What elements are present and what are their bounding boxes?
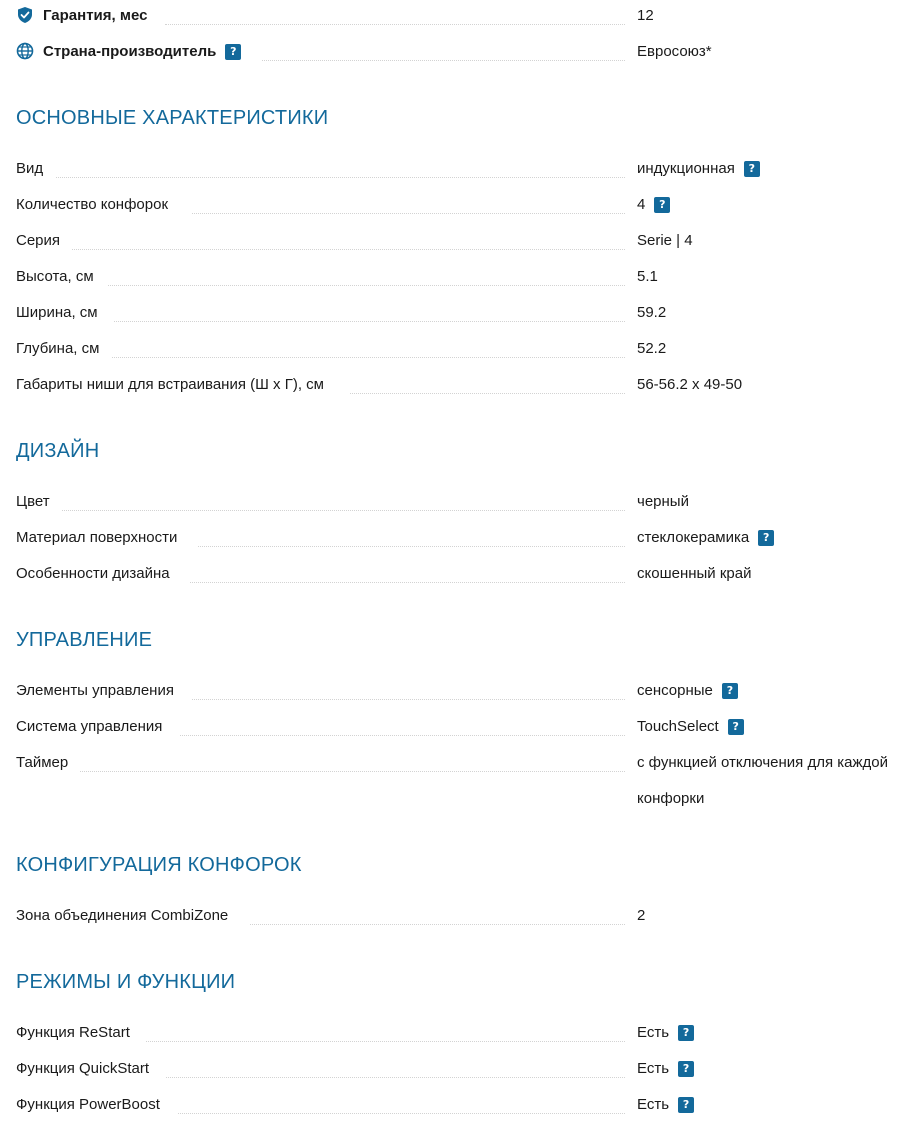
section-title-design: ДИЗАЙН (16, 440, 100, 462)
spec-value: индукционная ? (637, 151, 760, 187)
spec-value: 2 (637, 907, 646, 924)
dotted-leader (146, 1041, 625, 1042)
spec-value: 56-56.2 x 49-50 (637, 376, 743, 393)
spec-label: Функция PowerBoost (16, 1096, 160, 1113)
spec-label: Глубина, см (16, 340, 100, 357)
spec-row (0, 1051, 912, 1087)
spec-row (0, 223, 912, 259)
spec-label: Таймер (16, 754, 69, 771)
spec-row (0, 151, 912, 187)
spec-value: Есть ? (637, 1015, 694, 1051)
spec-value: 5.1 (637, 268, 658, 285)
spec-value: Евросоюз* (637, 43, 712, 60)
help-icon[interactable]: ? (722, 683, 738, 699)
spec-label: Функция QuickStart (16, 1060, 150, 1077)
dotted-leader (62, 510, 625, 511)
help-icon[interactable]: ? (744, 161, 760, 177)
spec-row (0, 520, 912, 556)
spec-row-warranty (0, 0, 912, 34)
spec-label: Габариты ниши для встраивания (Ш x Г), см (16, 376, 324, 393)
dotted-leader (56, 177, 625, 178)
help-icon[interactable]: ? (678, 1061, 694, 1077)
spec-label: Гарантия, мес (43, 7, 148, 24)
spec-row (0, 187, 912, 223)
section-title-control: УПРАВЛЕНИЕ (16, 629, 153, 651)
spec-row (0, 745, 912, 817)
spec-label: Особенности дизайна (16, 565, 170, 582)
spec-value: 4 ? (637, 187, 670, 223)
dotted-leader (178, 1113, 625, 1114)
spec-value: Serie | 4 (637, 232, 693, 249)
dotted-leader (80, 771, 625, 772)
spec-label: Материал поверхности (16, 529, 178, 546)
spec-label: Серия (16, 232, 61, 249)
spec-label: Ширина, см (16, 304, 98, 321)
spec-value: черный (637, 493, 689, 510)
dotted-leader (192, 699, 625, 700)
spec-value: 59.2 (637, 304, 667, 321)
globe-icon (16, 42, 34, 60)
spec-label: Вид (16, 160, 44, 177)
spec-row (0, 1015, 912, 1051)
spec-row (0, 295, 912, 331)
spec-row (0, 556, 912, 592)
section-title-modes: РЕЖИМЫ И ФУНКЦИИ (16, 971, 236, 993)
spec-row (0, 673, 912, 709)
spec-row (0, 259, 912, 295)
spec-value: скошенный край (637, 565, 752, 582)
spec-label: Функция ReStart (16, 1024, 130, 1041)
spec-row (0, 367, 912, 403)
spec-value: 52.2 (637, 340, 667, 357)
dotted-leader (190, 582, 625, 583)
spec-value: Есть ? (637, 1087, 694, 1123)
spec-row (0, 898, 912, 934)
dotted-leader (262, 60, 625, 61)
help-icon[interactable]: ? (678, 1025, 694, 1041)
help-icon[interactable]: ? (728, 719, 744, 735)
spec-value: TouchSelect ? (637, 709, 744, 745)
dotted-leader (198, 546, 625, 547)
help-icon[interactable]: ? (678, 1097, 694, 1113)
spec-value: 12 (637, 7, 654, 24)
spec-row (0, 484, 912, 520)
spec-value: стеклокерамика ? (637, 520, 774, 556)
dotted-leader (180, 735, 625, 736)
dotted-leader (166, 1077, 625, 1078)
spec-row (0, 331, 912, 367)
spec-label: Элементы управления (16, 682, 174, 699)
spec-label: Система управления (16, 718, 163, 735)
dotted-leader (250, 924, 625, 925)
spec-row (0, 709, 912, 745)
spec-value: сенсорные ? (637, 673, 738, 709)
spec-value: с функцией отключения для каждой конфорки (637, 754, 888, 807)
dotted-leader (350, 393, 625, 394)
help-icon[interactable]: ? (758, 530, 774, 546)
section-title-config: КОНФИГУРАЦИЯ КОНФОРОК (16, 854, 302, 876)
help-icon[interactable]: ? (225, 44, 241, 60)
spec-label: Количество конфорок (16, 196, 169, 213)
spec-label: Цвет (16, 493, 50, 510)
help-icon[interactable]: ? (654, 197, 670, 213)
spec-label: Зона объединения CombiZone (16, 907, 229, 924)
spec-value: Есть ? (637, 1051, 694, 1087)
spec-label: Высота, см (16, 268, 94, 285)
dotted-leader (112, 357, 625, 358)
spec-label: Страна-производитель ? (43, 34, 241, 70)
dotted-leader (165, 24, 625, 25)
dotted-leader (108, 285, 625, 286)
dotted-leader (72, 249, 625, 250)
spec-row (0, 1087, 912, 1123)
spec-row-country (0, 34, 912, 70)
dotted-leader (114, 321, 625, 322)
shield-check-icon (16, 6, 34, 24)
section-title-main: ОСНОВНЫЕ ХАРАКТЕРИСТИКИ (16, 107, 329, 129)
dotted-leader (192, 213, 625, 214)
